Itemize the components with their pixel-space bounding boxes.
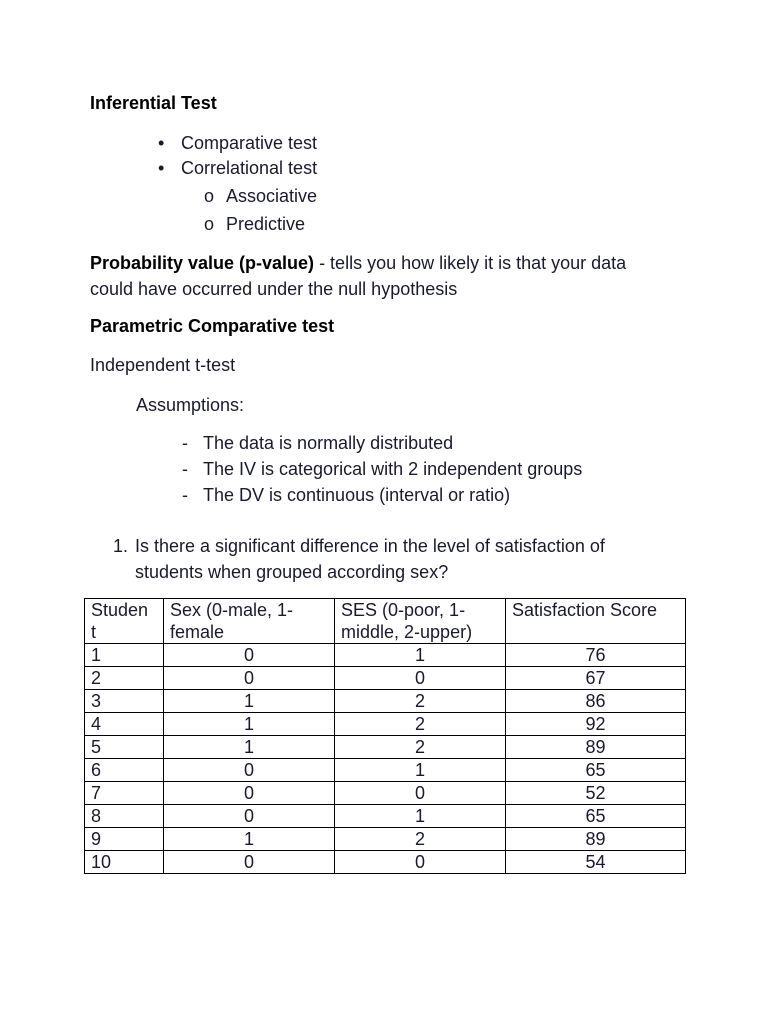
assumptions-label: Assumptions: [136,395,245,415]
test-name: Independent t-test [90,355,236,375]
table-cell: 1 [164,690,335,713]
header-student: Studen t [85,599,164,644]
table-row [85,759,686,782]
table-cell: 1 [335,759,506,782]
heading-parametric-comparative: Parametric Comparative test [90,316,335,336]
table-row [85,667,686,690]
header-satisfaction-score: Satisfaction Score [506,599,686,644]
table-cell: 76 [506,644,686,667]
list-item: - The data is normally distributed [182,430,582,456]
assumptions-list [182,430,582,508]
table-cell: 2 [335,736,506,759]
table-cell: 89 [506,736,686,759]
table-cell: 5 [85,736,164,759]
table-cell: 65 [506,759,686,782]
table-cell: 52 [506,782,686,805]
correlational-sublist [204,182,317,238]
table-row [85,690,686,713]
table-cell: 3 [85,690,164,713]
circle-bullet-icon: o [204,186,215,206]
list-item: • Correlational test [158,156,317,181]
table-cell: 2 [335,828,506,851]
table-cell: 86 [506,690,686,713]
table-cell: 2 [335,713,506,736]
question-1: 1. Is there a significant difference in the level of satisfaction of students when grouped according sex? [113,533,673,585]
table-cell: 1 [335,644,506,667]
table-cell: 92 [506,713,686,736]
table-cell: 9 [85,828,164,851]
table-row [85,644,686,667]
table-cell: 0 [335,782,506,805]
table-header-row [85,599,686,644]
list-item: o Associative [204,182,317,210]
table-cell: 0 [335,667,506,690]
table-cell: 4 [85,713,164,736]
inferential-test-list [158,131,317,181]
header-sex: Sex (0-male, 1- female [164,599,335,644]
table-cell: 2 [85,667,164,690]
table-cell: 2 [335,690,506,713]
table-cell: 1 [335,805,506,828]
table-cell: 89 [506,828,686,851]
pvalue-definition: Probability value (p-value) - tells you how likely it is that your data could have occurred under the null hypothesis [90,253,627,299]
table-cell: 65 [506,805,686,828]
table-cell: 0 [164,851,335,874]
header-ses: SES (0-poor, 1- middle, 2-upper) [335,599,506,644]
table-row [85,828,686,851]
table-row [85,851,686,874]
dash-bullet-icon: - [182,433,188,453]
table-row [85,736,686,759]
table-row [85,805,686,828]
table-cell: 1 [164,736,335,759]
dash-bullet-icon: - [182,485,188,505]
table-cell: 0 [164,805,335,828]
list-item: o Predictive [204,210,317,238]
table-cell: 8 [85,805,164,828]
bullet-icon: • [158,133,165,153]
table-cell: 67 [506,667,686,690]
table-cell: 0 [164,782,335,805]
table-body [85,644,686,874]
pvalue-term: Probability value (p-value) [90,253,315,273]
table-cell: 1 [85,644,164,667]
table-cell: 0 [164,759,335,782]
dash-bullet-icon: - [182,459,188,479]
table-cell: 0 [164,667,335,690]
list-item: - The DV is continuous (interval or ratio) [182,482,582,508]
list-item: • Comparative test [158,131,317,156]
question-number: 1. [113,536,129,556]
table-row [85,782,686,805]
data-table [84,598,686,874]
table-cell: 0 [335,851,506,874]
table-row [85,713,686,736]
table-cell: 7 [85,782,164,805]
table-cell: 54 [506,851,686,874]
table-cell: 10 [85,851,164,874]
heading-inferential-test: Inferential Test [90,93,217,113]
circle-bullet-icon: o [204,214,215,234]
bullet-icon: • [158,158,165,178]
table-cell: 0 [164,644,335,667]
table-cell: 1 [164,713,335,736]
table-cell: 6 [85,759,164,782]
table-cell: 1 [164,828,335,851]
list-item: - The IV is categorical with 2 independent groups [182,456,582,482]
